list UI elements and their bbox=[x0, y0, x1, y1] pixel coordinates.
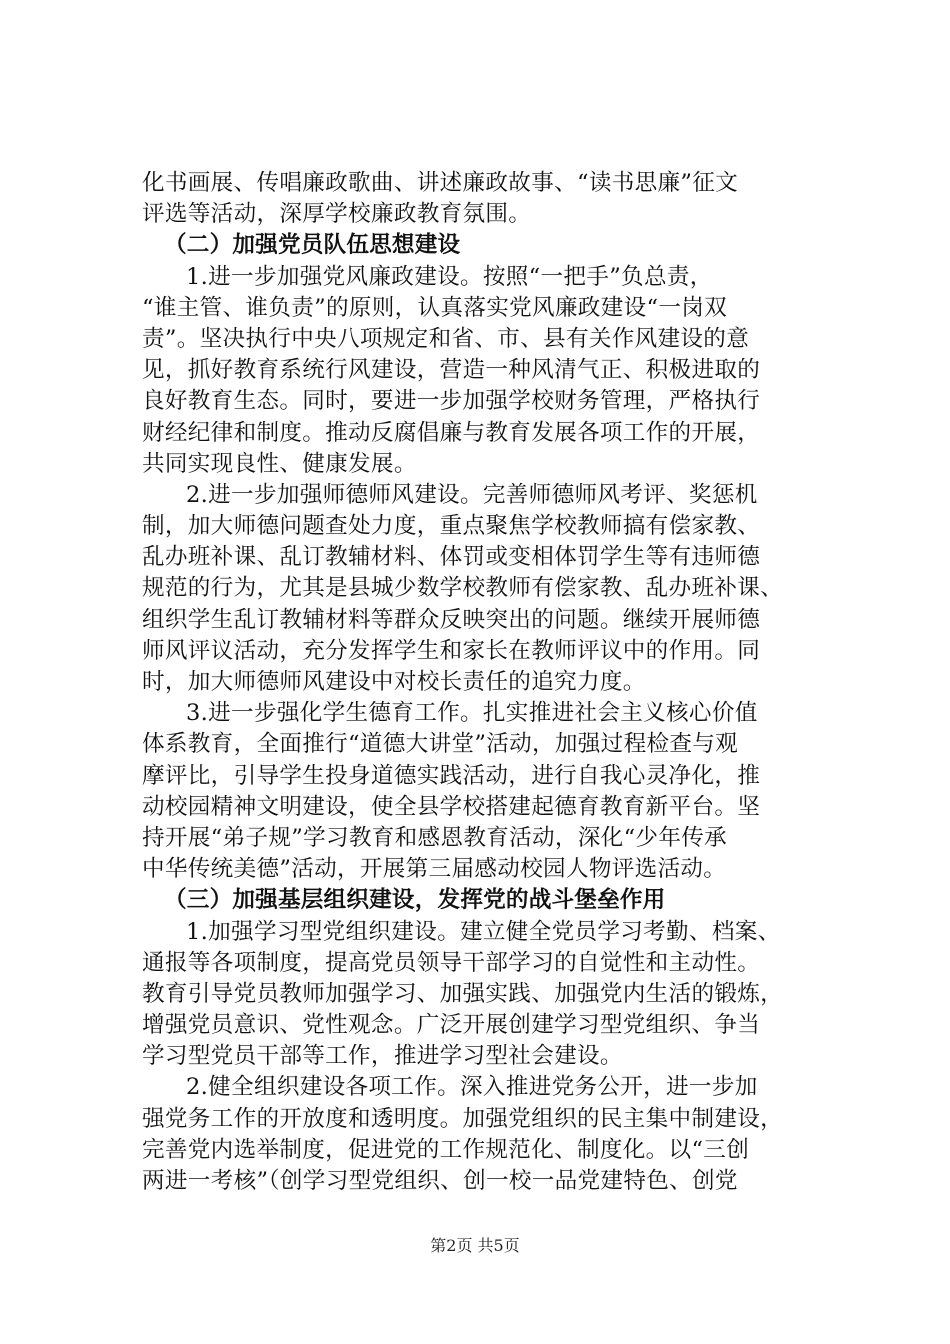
text-line: 体系教育，全面推行“道德大讲堂”活动，加强过程检查与观 bbox=[142, 731, 739, 758]
text-line: 评选等活动，深厚学校廉政教育氛围。 bbox=[142, 201, 532, 228]
text-line: 中华传统美德”活动，开展第三届感动校园人物评选活动。 bbox=[142, 856, 727, 883]
page-number-label: 第2页 共5页 bbox=[430, 1236, 520, 1255]
text-line: 通报等各项制度，提高党员领导干部学习的自觉性和主动性。 bbox=[142, 949, 761, 976]
text-line: 师风评议活动，充分发挥学生和家长在教师评议中的作用。同 bbox=[142, 637, 761, 664]
text-line: “谁主管、谁负责”的原则，认真落实党风廉政建设“一岗双 bbox=[142, 294, 728, 321]
document-body bbox=[142, 168, 832, 1197]
text-line: 共同实现良性、健康发展。 bbox=[142, 450, 417, 477]
text-line: 时，加大师德师风建设中对校长责任的追究力度。 bbox=[142, 669, 646, 695]
page-footer bbox=[0, 1236, 950, 1256]
text-line: 强党务工作的开放度和透明度。加强党组织的民主集中制建设， bbox=[142, 1105, 784, 1132]
text-line: 责”。坚决执行中央八项规定和省、市、县有关作风建设的意 bbox=[142, 325, 750, 352]
text-line: 2.健全组织建设各项工作。深入推进党务公开，进一步加 bbox=[186, 1074, 758, 1101]
text-line: 财经纪律和制度。推动反腐倡廉与教育发展各项工作的开展， bbox=[142, 419, 761, 446]
text-line: 良好教育生态。同时，要进一步加强学校财务管理，严格执行 bbox=[142, 388, 761, 415]
text-line: 增强党员意识、党性观念。广泛开展创建学习型党组织、争当 bbox=[142, 1012, 761, 1039]
text-line: 组织学生乱订教辅材料等群众反映突出的问题。继续开展师德 bbox=[142, 606, 761, 633]
section-heading: （三）加强基层组织建设，发挥党的战斗堡垒作用 bbox=[164, 887, 666, 914]
text-line: 见，抓好教育系统行风建设，营造一种风清气正、积极进取的 bbox=[142, 357, 761, 384]
text-line: 1.进一步加强党风廉政建设。按照“一把手”负总责， bbox=[186, 263, 713, 290]
text-line: 摩评比，引导学生投身道德实践活动，进行自我心灵净化，推 bbox=[142, 762, 761, 789]
text-line: 持开展“弟子规”学习教育和感恩教育活动，深化“少年传承 bbox=[142, 824, 728, 851]
text-line: 动校园精神文明建设，使全县学校搭建起德育教育新平台。坚 bbox=[142, 793, 761, 820]
text-line: 乱办班补课、乱订教辅材料、体罚或变相体罚学生等有违师德 bbox=[142, 544, 761, 571]
text-line: 教育引导党员教师加强学习、加强实践、加强党内生活的锻炼， bbox=[142, 980, 784, 1007]
text-line: 2.进一步加强师德师风建设。完善师德师风考评、奖惩机 bbox=[186, 481, 758, 508]
text-line: 学习型党员干部等工作，推进学习型社会建设。 bbox=[142, 1043, 623, 1070]
text-line: 制，加大师德问题查处力度，重点聚焦学校教师搞有偿家教、 bbox=[142, 513, 761, 540]
text-line: 规范的行为，尤其是县城少数学校教师有偿家教、乱办班补课、 bbox=[142, 575, 784, 602]
text-line: 1.加强学习型党组织建设。建立健全党员学习考勤、档案、 bbox=[186, 918, 781, 945]
text-line: 两进一考核”（创学习型党组织、创一校一品党建特色、创党 bbox=[142, 1168, 738, 1194]
text-line: 3.进一步强化学生德育工作。扎实推进社会主义核心价值 bbox=[186, 700, 758, 727]
section-heading: （二）加强党员队伍思想建设 bbox=[164, 232, 461, 259]
text-line: 完善党内选举制度，促进党的工作规范化、制度化。以“三创 bbox=[142, 1136, 750, 1163]
text-line: 化书画展、传唱廉政歌曲、讲述廉政故事、“读书思廉”征文 bbox=[142, 170, 739, 196]
